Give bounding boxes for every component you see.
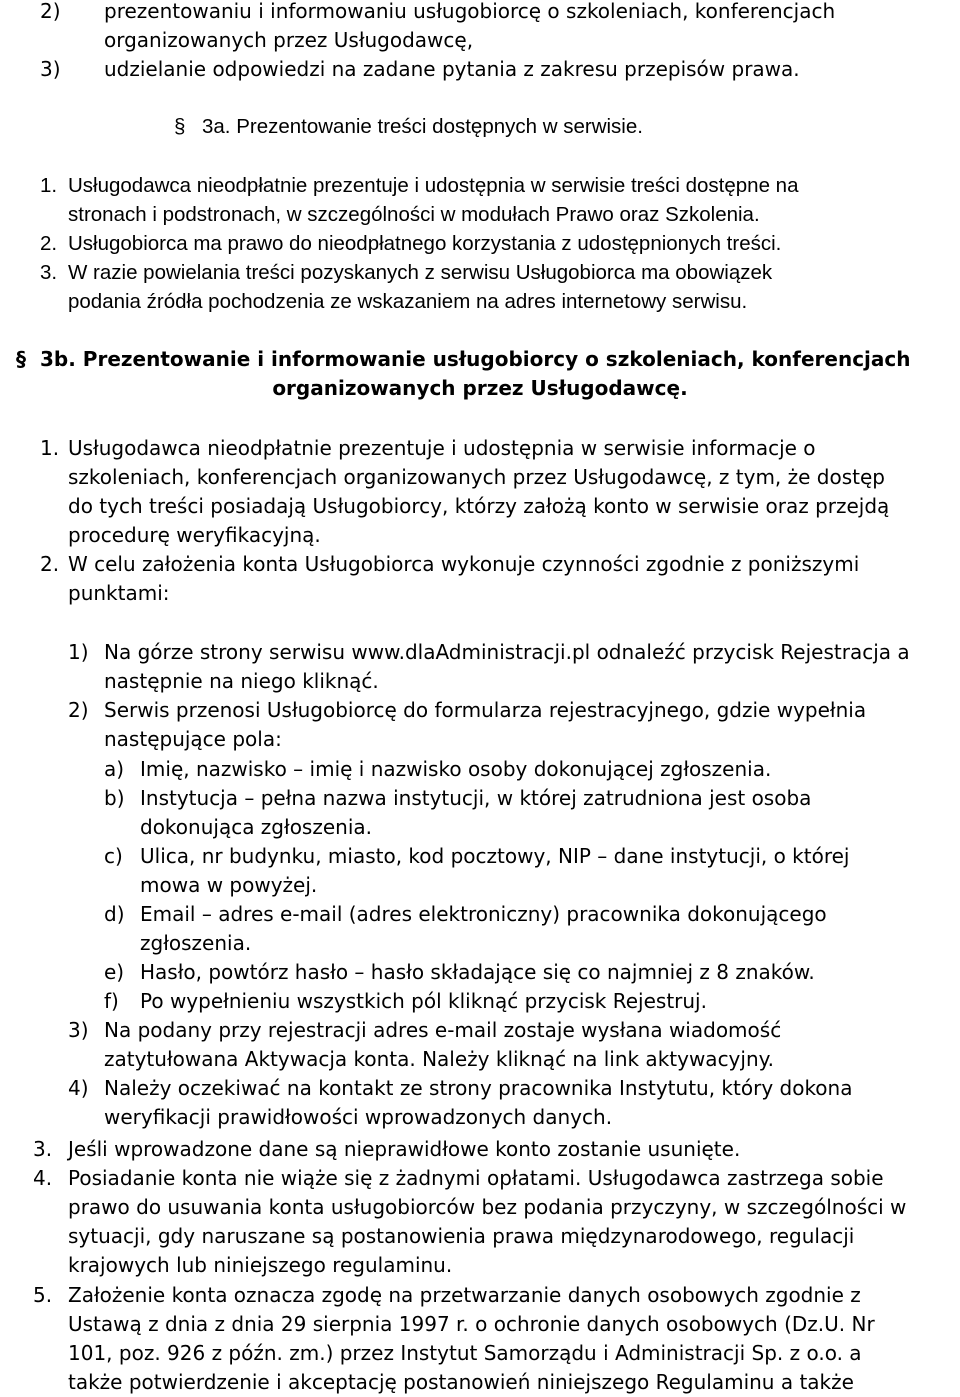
list-text: Jeśli wprowadzone dane są nieprawidłowe konto zostanie usunięte.	[68, 1137, 741, 1161]
list-text: prezentowaniu i informowaniu usługobiorcę o szkoleniach, konferencjach	[104, 0, 836, 23]
list-text: krajowych lub niniejszego regulaminu.	[68, 1253, 453, 1277]
section-3b-heading: 3b. Prezentowanie i informowanie usługobiorcy o szkoleniach, konferencjach	[40, 347, 911, 371]
list-text: Imię, nazwisko – imię i nazwisko osoby dokonującej zgłoszenia.	[140, 757, 772, 781]
list-text: następujące pola:	[104, 727, 282, 751]
list-number: c)	[104, 844, 123, 868]
list-text: Założenie konta oznacza zgodę na przetwarzanie danych osobowych zgodnie z	[68, 1283, 861, 1307]
list-text: Hasło, powtórz hasło – hasło składające się co najmniej z 8 znaków.	[140, 960, 815, 984]
list-text: weryfikacji prawidłowości wprowadzonych danych.	[104, 1105, 613, 1129]
list-text: organizowanych przez Usługodawcę,	[104, 28, 474, 52]
list-text: stronach i podstronach, w szczególności w modułach Prawo oraz Szkolenia.	[68, 203, 760, 226]
section-symbol: §	[174, 115, 186, 138]
list-text: W celu założenia konta Usługobiorca wykonuje czynności zgodnie z poniższymi	[68, 552, 860, 576]
list-text: Serwis przenosi Usługobiorcę do formularza rejestracyjnego, gdzie wypełnia	[104, 698, 867, 722]
list-number: 5.	[33, 1283, 53, 1307]
section-3a-heading: 3a. Prezentowanie treści dostępnych w serwisie.	[202, 115, 643, 138]
list-number: 1)	[68, 640, 89, 664]
list-text: sytuacji, gdy naruszane są postanowienia prawa międzynarodowego, regulacji	[68, 1224, 855, 1248]
list-number: 3.	[33, 1137, 53, 1161]
list-text: następnie na niego kliknąć.	[104, 669, 379, 693]
list-text: zatytułowana Aktywacja konta. Należy kliknąć na link aktywacyjny.	[104, 1047, 774, 1071]
list-text: do tych treści posiadają Usługobiorcy, którzy założą konto w serwisie oraz przejdą	[68, 494, 890, 518]
list-text: Na górze strony serwisu www.dlaAdministracji.pl odnaleźć przycisk Rejestracja a	[104, 640, 910, 664]
list-number: 1.	[40, 174, 58, 197]
list-text: szkoleniach, konferencjach organizowanych przez Usługodawcę, z tym, że dostęp	[68, 465, 886, 489]
list-text: podania źródła pochodzenia ze wskazaniem na adres internetowy serwisu.	[68, 290, 748, 313]
list-number: 2)	[40, 0, 61, 23]
list-number: 2.	[40, 232, 58, 255]
list-number: 1.	[40, 436, 60, 460]
list-text: Email – adres e-mail (adres elektroniczny) pracownika dokonującego	[140, 902, 827, 926]
list-text: Posiadanie konta nie wiąże się z żadnymi opłatami. Usługodawca zastrzega sobie	[68, 1166, 884, 1190]
list-text: udzielanie odpowiedzi na zadane pytania z zakresu przepisów prawa.	[104, 57, 800, 81]
list-number: 4.	[33, 1166, 53, 1190]
list-number: 4)	[68, 1076, 89, 1100]
list-text: Instytucja – pełna nazwa instytucji, w której zatrudniona jest osoba	[140, 786, 812, 810]
list-text: Usługodawca nieodpłatnie prezentuje i udostępnia w serwisie informacje o	[68, 436, 816, 460]
list-number: 3.	[40, 261, 58, 284]
list-number: f)	[104, 989, 119, 1013]
list-text: dokonująca zgłoszenia.	[140, 815, 372, 839]
list-text: Należy oczekiwać na kontakt ze strony pracownika Instytutu, który dokona	[104, 1076, 853, 1100]
list-text: Usługobiorca ma prawo do nieodpłatnego korzystania z udostępnionych treści.	[68, 232, 782, 255]
list-number: 2)	[68, 698, 89, 722]
list-text: mowa w powyżej.	[140, 873, 318, 897]
list-number: e)	[104, 960, 125, 984]
list-number: b)	[104, 786, 125, 810]
list-text: punktami:	[68, 581, 170, 605]
list-text: Ustawą z dnia z dnia 29 sierpnia 1997 r. o ochronie danych osobowych (Dz.U. Nr	[68, 1312, 875, 1336]
list-number: d)	[104, 902, 125, 926]
list-number: 2.	[40, 552, 60, 576]
list-text: prawo do usuwania konta usługobiorców bez podania przyczyny, w szczególności w	[68, 1195, 907, 1219]
list-text: W razie powielania treści pozyskanych z serwisu Usługobiorca ma obowiązek	[68, 261, 773, 284]
section-3b-heading-continued: organizowanych przez Usługodawcę.	[272, 376, 688, 400]
section-symbol: §	[16, 347, 26, 371]
list-number: 3)	[68, 1018, 89, 1042]
list-number: 3)	[40, 57, 61, 81]
list-text: także potwierdzenie i akceptację postanowień niniejszego Regulaminu a także	[68, 1370, 854, 1394]
list-text: zgłoszenia.	[140, 931, 252, 955]
list-number: a)	[104, 757, 125, 781]
list-text: 101, poz. 926 z późn. zm.) przez Instytut Samorządu i Administracji Sp. z o.o. a	[68, 1341, 862, 1365]
list-text: procedurę weryfikacyjną.	[68, 523, 321, 547]
list-text: Po wypełnieniu wszystkich pól kliknąć przycisk Rejestruj.	[140, 989, 707, 1013]
list-text: Usługodawca nieodpłatnie prezentuje i udostępnia w serwisie treści dostępne na	[68, 174, 799, 197]
list-text: Ulica, nr budynku, miasto, kod pocztowy, NIP – dane instytucji, o której	[140, 844, 850, 868]
list-text: Na podany przy rejestracji adres e-mail zostaje wysłana wiadomość	[104, 1018, 782, 1042]
